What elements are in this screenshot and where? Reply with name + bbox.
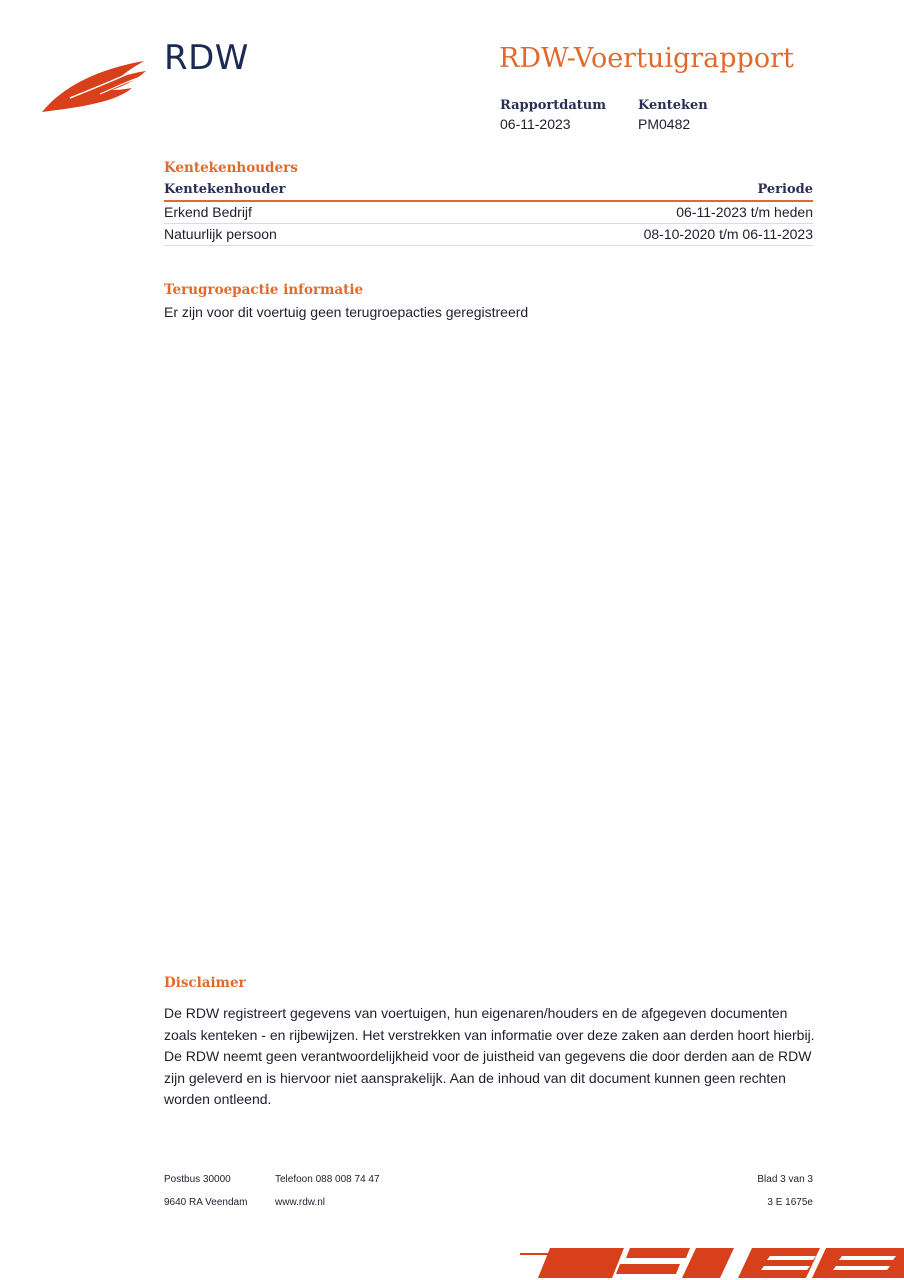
holder-cell: Natuurlijk persoon (164, 224, 435, 246)
plate-label: Kenteken (638, 98, 708, 113)
recall-text: Er zijn voor dit voertuig geen terugroepacties geregistreerd (164, 304, 529, 320)
recall-section-title: Terugroepactie informatie (164, 282, 364, 298)
footer-document-code: 3 E 1675e (767, 1197, 813, 1208)
disclaimer-section-title: Disclaimer (164, 975, 246, 991)
plate-value: PM0482 (638, 116, 691, 132)
table-row (164, 201, 813, 224)
footer-postbus: Postbus 30000 (164, 1174, 231, 1185)
rdw-stripes-icon (520, 1244, 904, 1280)
report-title: RDW-Voertuigrapport (499, 43, 794, 74)
holder-cell: Erkend Bedrijf (164, 201, 435, 224)
report-date-value: 06-11-2023 (500, 116, 571, 132)
report-date-label: Rapportdatum (500, 98, 606, 113)
rdw-feather-logo-icon (40, 56, 150, 116)
footer-city: 9640 RA Veendam (164, 1197, 248, 1208)
column-header-holder: Kentekenhouder (164, 180, 435, 201)
table-header-row (164, 180, 813, 201)
disclaimer-text: De RDW registreert gegevens van voertuigen, hun eigenaren/houders en de afgegeven documenten zoals kenteken - en rijbewijzen. Het verstrekken van informatie over deze zaken aan derden hoort hierbij. De RDW neemt geen verantwoordelijkheid voor de juistheid van gegevens die door derden aan de RDW zijn geleverd en is hiervoor niet aansprakelijk. Aan de inhoud van dit document kunnen geen rechten worden ontleend. (164, 1005, 815, 1107)
brand-name: RDW (164, 38, 249, 78)
period-cell: 06-11-2023 t/m heden (435, 201, 813, 224)
column-header-period: Periode (435, 180, 813, 201)
holders-table (164, 180, 813, 246)
footer-page-number: Blad 3 van 3 (757, 1174, 813, 1185)
table-row (164, 224, 813, 246)
plate-block (638, 98, 708, 132)
holders-section-title: Kentekenhouders (164, 160, 298, 176)
report-date-block (500, 98, 606, 132)
footer-phone: Telefoon 088 008 74 47 (275, 1174, 380, 1185)
period-cell: 08-10-2020 t/m 06-11-2023 (435, 224, 813, 246)
footer-website[interactable]: www.rdw.nl (275, 1197, 326, 1208)
